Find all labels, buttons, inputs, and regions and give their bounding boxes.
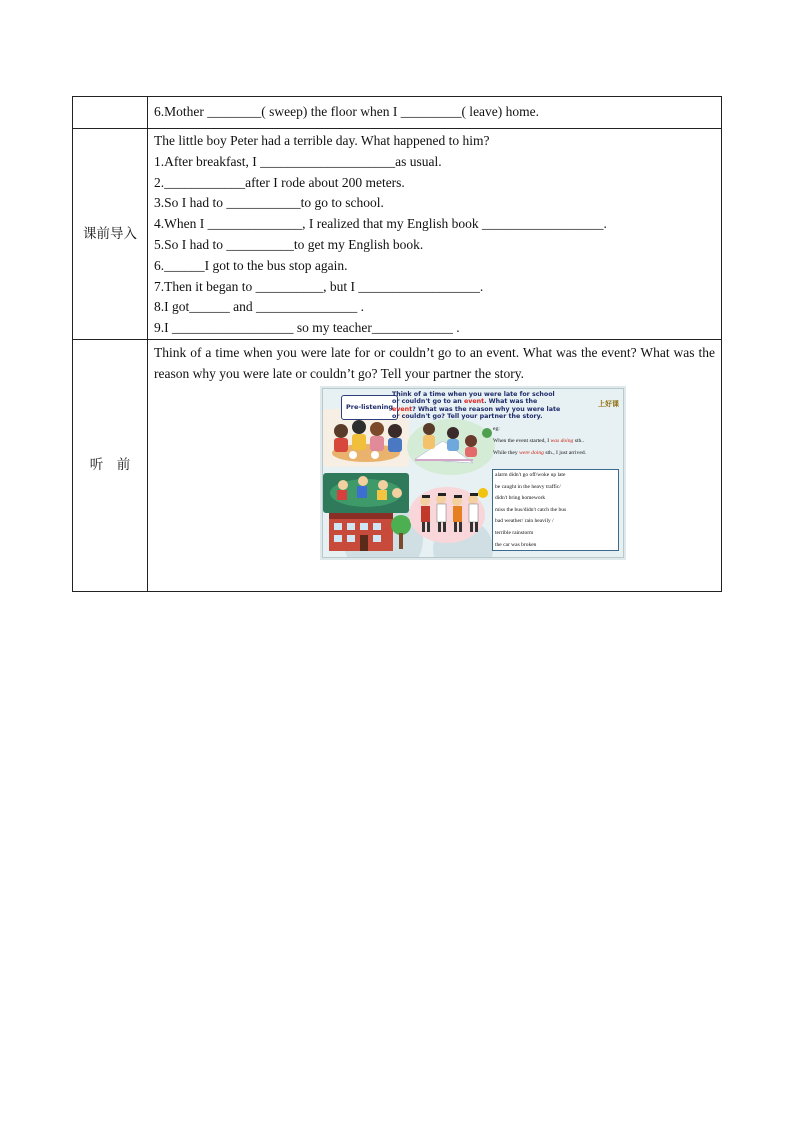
example-text: While they	[493, 449, 520, 456]
row-content	[148, 339, 722, 591]
intro-question: The little boy Peter had a terrible day. What happened to him?	[154, 133, 490, 148]
table-row	[73, 129, 722, 340]
exercise-line: 4.When I ______________, I realized that my English book __________________.	[154, 216, 607, 232]
reason-item: alarm didn't go off/woke up late	[495, 471, 566, 478]
row-content	[148, 97, 722, 129]
worksheet-table	[72, 96, 722, 592]
exercise-line: 9.I __________________ so my teacher____________ .	[154, 320, 460, 336]
pre-listening-tag: Pre-listening	[341, 395, 398, 420]
row-label-pre-listening: 听 前	[73, 339, 148, 591]
reasons-box	[492, 469, 619, 551]
reason-item: didn't bring homework	[495, 495, 546, 502]
reason-item: the car was broken	[495, 541, 537, 548]
table-row	[73, 97, 722, 129]
exercise-line: 8.I got______ and _______________ .	[154, 299, 364, 315]
row-label	[73, 97, 148, 129]
exercise-line: 3.So I had to ___________to go to school.	[154, 195, 384, 211]
prompt-paragraph: Think of a time when you were late for or couldn’t go to an event. What was the event? What was the reason why you were late or couldn’t go? Tell your partner the story.	[154, 344, 715, 381]
exercise-line: 1.After breakfast, I ____________________as usual.	[154, 153, 442, 169]
figure-container	[154, 388, 715, 564]
slide-title	[392, 391, 562, 421]
slide-title-highlight: event	[392, 405, 413, 413]
row-label-lesson-intro: 课前导入	[73, 129, 148, 340]
slide-title-text: ? What was the reason why you were late or couldn't go? Tell your partner the story.	[392, 405, 561, 421]
reason-item: miss the bus/didn't catch the bus	[495, 506, 567, 513]
example-sentences	[493, 423, 621, 459]
slide-title-text: Think of a time when you were late for school or couldn't go to an	[392, 390, 555, 406]
reason-item: terrible rainstorm	[495, 529, 534, 536]
example-highlight: was doing	[550, 437, 574, 444]
example-label: eg:	[493, 425, 500, 432]
table-row	[73, 339, 722, 591]
exercise-line: 6.______I got to the bus stop again.	[154, 257, 348, 273]
exercise-line: 5.So I had to __________to get my English book.	[154, 236, 424, 252]
brand-logo: 上好课	[598, 399, 619, 408]
example-highlight: were doing	[519, 449, 544, 456]
exercise-line: 7.Then it began to __________, but I __________________.	[154, 278, 484, 294]
example-text: sth., I just arrived.	[543, 449, 587, 456]
slide-title-text: . What was the	[484, 398, 538, 406]
example-text: sth..	[573, 437, 585, 444]
example-text: When the event started, I	[493, 437, 551, 444]
pre-listening-slide-image	[322, 388, 624, 558]
row-content	[148, 129, 722, 340]
exercise-line: 6.Mother ________( sweep) the floor when I _________( leave) home.	[154, 104, 540, 120]
reason-item: bad weather/ rain heavily /	[495, 518, 554, 525]
reason-item: be caught in the heavy traffic/	[495, 483, 561, 490]
example-sentence	[493, 447, 621, 459]
example-sentence	[493, 435, 621, 447]
slide-title-highlight: event	[463, 398, 485, 406]
exercise-line: 2.____________after I rode about 200 meters.	[154, 174, 405, 190]
